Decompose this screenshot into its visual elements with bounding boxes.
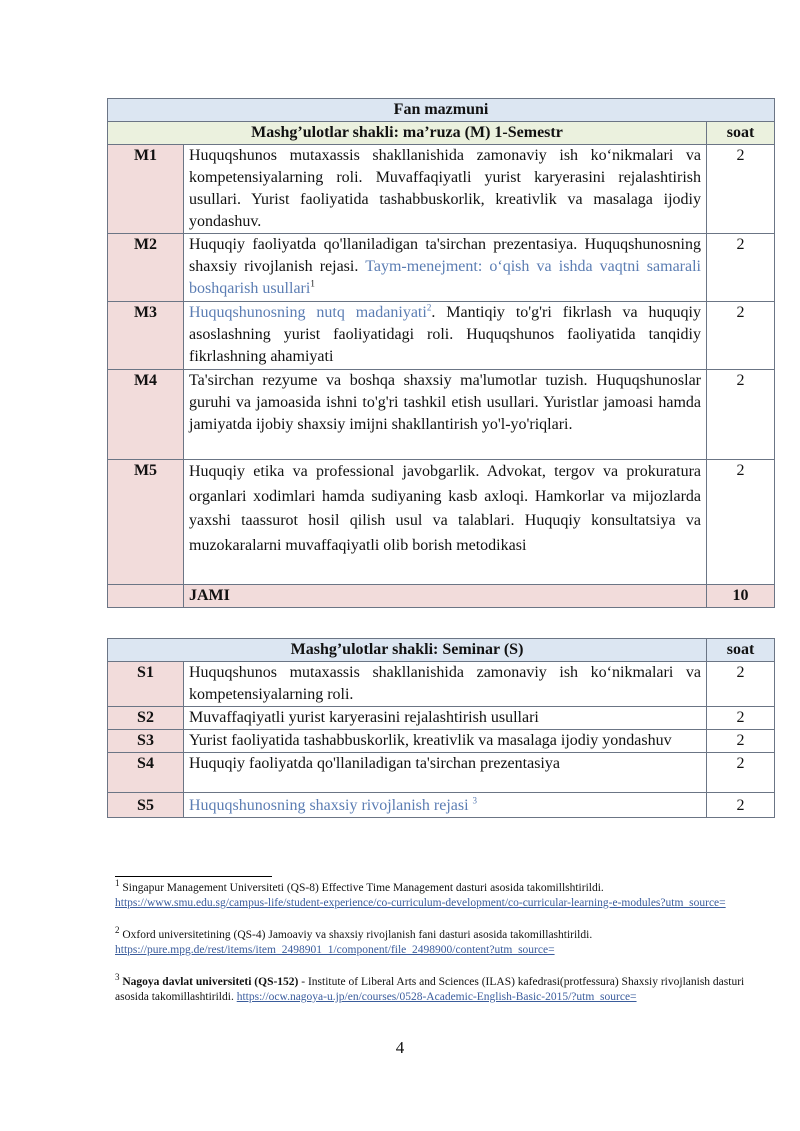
row-code: M1 [108, 145, 184, 234]
row-text: Huquqiy etika va professional javobgarlik. Advokat, tergov va prokuratura organlari xodimlari hamda sudiyaning kasb axloqi. Hamkorlar va mijozlarda yaxshi taassurot hosil qilish usul va talablari. Huquqiy konsultatsiya va muzokaralarni muvaffaqiyatli olib borish metodikasi [184, 460, 707, 585]
footnote-separator [115, 876, 272, 877]
row-text: Ta'sirchan rezyume va boshqa shaxsiy ma'lumotlar tuzish. Huquqshunoslar guruhi va jamoasida ishni to'g'ri tashkil etish usullari. Yuristlar jamoasi hamda jamiyatda ijobiy shaxsiy imijni shakllantirish yo'l-yo'riqlari. [184, 370, 707, 460]
footnote-link[interactable]: https://www.smu.edu.sg/campus-life/student-experience/co-curriculum-development/co-curricular-learning-e-modules?utm_source= [115, 897, 726, 909]
row-code: S1 [108, 662, 184, 707]
row-hours: 2 [707, 753, 775, 793]
table-row [108, 234, 775, 302]
table-subtitle-row [108, 639, 775, 662]
table-row [108, 460, 775, 585]
row-text: Yurist faoliyatida tashabbuskorlik, kreativlik va masalaga ijodiy yondashuv [184, 730, 707, 753]
row-text-cell [184, 793, 707, 818]
table-row [108, 730, 775, 753]
row-hours: 2 [707, 730, 775, 753]
row-code: M5 [108, 460, 184, 585]
total-row [108, 585, 775, 608]
row-text-cell [184, 234, 707, 302]
lecture-table [107, 98, 775, 608]
table-row [108, 753, 775, 793]
table-subtitle-row [108, 122, 775, 145]
total-value: 10 [707, 585, 775, 608]
row-text: Huquqiy faoliyatda qo'llaniladigan ta'sirchan prezentasiya. Huquqshunosning shaxsiy rivojlanish rejasi. [189, 236, 701, 275]
row-link-text[interactable]: Huquqshunosning shaxsiy rivojlanish rejasi [189, 797, 473, 814]
total-label: JAMI [184, 585, 707, 608]
row-text-cell [184, 302, 707, 370]
total-empty-cell [108, 585, 184, 608]
row-code: M4 [108, 370, 184, 460]
table-row [108, 145, 775, 234]
row-code: M3 [108, 302, 184, 370]
seminar-table [107, 638, 775, 818]
footnote-number: 2 [115, 925, 120, 936]
footnote-ref: 3 [472, 795, 478, 806]
row-hours: 2 [707, 460, 775, 585]
footnote-link[interactable]: https://pure.mpg.de/rest/items/item_2498901_1/component/file_2498900/content?utm_source= [115, 944, 555, 956]
footnote-ref: 1 [310, 278, 315, 289]
footnote-number: 1 [115, 878, 120, 889]
page-number: 4 [395, 1038, 405, 1057]
table-row [108, 793, 775, 818]
row-link-text[interactable]: Taym-menejment: o‘qish va ishda vaqtni samarali boshqarish usullari [189, 258, 702, 297]
footnote-ref: 2 [426, 302, 432, 313]
row-code: S3 [108, 730, 184, 753]
row-hours: 2 [707, 234, 775, 302]
footnote-number: 3 [115, 972, 120, 983]
table-subtitle: Mashg’ulotlar shakli: ma’ruza (M) 1-Semestr [108, 122, 707, 145]
footnote [115, 878, 755, 911]
soat-header: soat [707, 122, 775, 145]
row-link-text[interactable]: Huquqshunosning nutq madaniyati [189, 304, 427, 321]
row-code: S2 [108, 707, 184, 730]
soat-header: soat [707, 639, 775, 662]
footnote-bold-text: Nagoya davlat universiteti (QS-152) [122, 976, 299, 988]
footnote-text: - Institute of Liberal Arts and Sciences (ILAS) kafedrasi(protfessura) Shaxsiy rivojlanish dasturi asosida takomillashtirildi. [115, 976, 745, 1003]
row-text: Huquqshunos mutaxassis shakllanishida zamonaviy ish ko‘nikmalari va kompetensiyalarning roli. Muvaffaqiyatli yurist karyerasini rejalashtirish usullari. Yurist faoliyatida tashabbuskorlik, kreativlik va masalaga ijodiy yondashuv. [184, 145, 707, 234]
row-hours: 2 [707, 302, 775, 370]
row-hours: 2 [707, 707, 775, 730]
table-subtitle: Mashg’ulotlar shakli: Seminar (S) [108, 639, 707, 662]
row-code: S4 [108, 753, 184, 793]
row-hours: 2 [707, 793, 775, 818]
table-row [108, 662, 775, 707]
footnote-text: Singapur Management Universiteti (QS-8) Effective Time Management dasturi asosida takomillshtirildi. [119, 882, 604, 894]
footnote-link[interactable]: https://ocw.nagoya-u.jp/en/courses/0528-Academic-English-Basic-2015/?utm_source= [236, 991, 637, 1003]
row-hours: 2 [707, 662, 775, 707]
row-text: Muvaffaqiyatli yurist karyerasini rejalashtirish usullari [184, 707, 707, 730]
footnote-text: Oxford universitetining (QS-4) Jamoaviy va shaxsiy rivojlanish fani dasturi asosida takomillashtirildi. [119, 929, 593, 941]
row-text: Huquqiy faoliyatda qo'llaniladigan ta'sirchan prezentasiya [184, 753, 707, 793]
table-row [108, 302, 775, 370]
row-code: M2 [108, 234, 184, 302]
row-hours: 2 [707, 145, 775, 234]
table-title-row [108, 99, 775, 122]
table-title: Fan mazmuni [108, 99, 775, 122]
table-row [108, 707, 775, 730]
table-row [108, 370, 775, 460]
row-code: S5 [108, 793, 184, 818]
footnote [115, 972, 755, 1005]
row-text: . Mantiqiy to'g'ri fikrlash va huquqiy asoslashning yurist faoliyatidagi roli. Huquqshunos faoliyatida tanqidiy fikrlashning ahamiyati [189, 304, 701, 365]
row-text: Huquqshunos mutaxassis shakllanishida zamonaviy ish ko‘nikmalari va kompetensiyalarning roli. [184, 662, 707, 707]
footnote [115, 925, 755, 958]
row-hours: 2 [707, 370, 775, 460]
